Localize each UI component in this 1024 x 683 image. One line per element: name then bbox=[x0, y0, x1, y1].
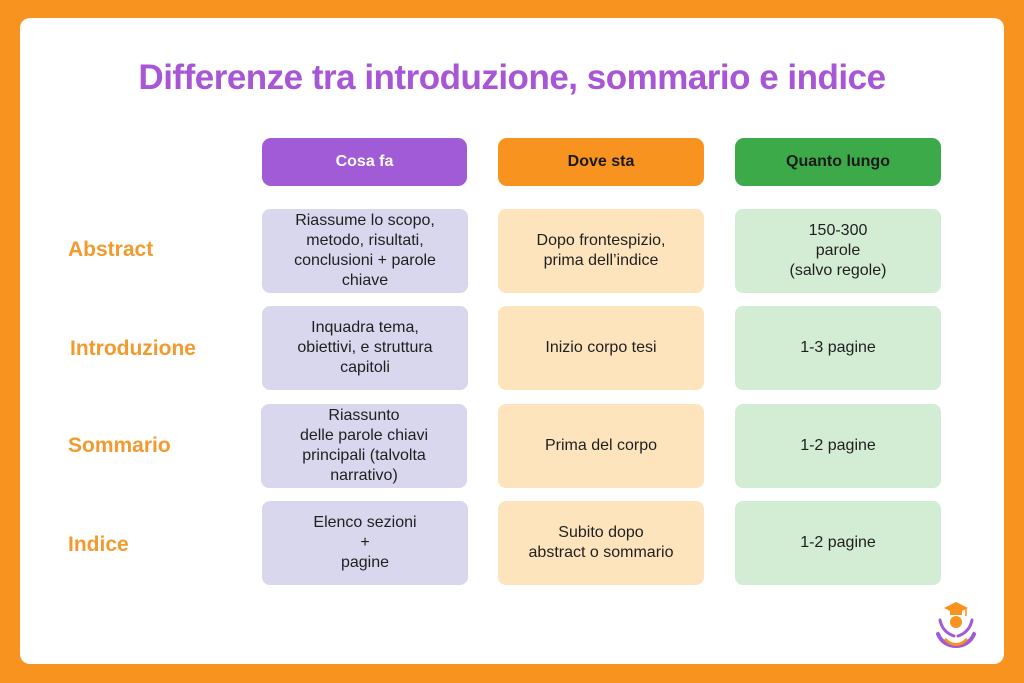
row-label-sommario: Sommario bbox=[68, 434, 171, 457]
cell-sommario-cosa-fa: Riassunto delle parole chiavi principali (talvolta narrativo) bbox=[261, 404, 467, 488]
column-header-dove-sta: Dove sta bbox=[498, 138, 704, 186]
page-title: Differenze tra introduzione, sommario e indice bbox=[138, 58, 886, 97]
cell-sommario-dove-sta: Prima del corpo bbox=[498, 404, 704, 488]
row-label-abstract: Abstract bbox=[68, 238, 154, 261]
column-header-cosa-fa: Cosa fa bbox=[262, 138, 467, 186]
cell-indice-quanto-lungo: 1-2 pagine bbox=[735, 501, 941, 585]
column-header-quanto-lungo: Quanto lungo bbox=[735, 138, 941, 186]
cell-introduzione-quanto-lungo: 1-3 pagine bbox=[735, 306, 941, 390]
row-label-indice: Indice bbox=[68, 533, 129, 556]
graduate-cap-logo-icon bbox=[928, 596, 984, 656]
cell-introduzione-cosa-fa: Inquadra tema, obiettivi, e struttura capitoli bbox=[262, 306, 468, 390]
cell-indice-dove-sta: Subito dopo abstract o sommario bbox=[498, 501, 704, 585]
cell-indice-cosa-fa: Elenco sezioni + pagine bbox=[262, 501, 468, 585]
cell-abstract-quanto-lungo: 150-300 parole (salvo regole) bbox=[735, 209, 941, 293]
cell-sommario-quanto-lungo: 1-2 pagine bbox=[735, 404, 941, 488]
cell-introduzione-dove-sta: Inizio corpo tesi bbox=[498, 306, 704, 390]
row-label-introduzione: Introduzione bbox=[70, 337, 196, 360]
cell-abstract-cosa-fa: Riassume lo scopo, metodo, risultati, conclusioni + parole chiave bbox=[262, 209, 468, 293]
cell-abstract-dove-sta: Dopo frontespizio, prima dell’indice bbox=[498, 209, 704, 293]
